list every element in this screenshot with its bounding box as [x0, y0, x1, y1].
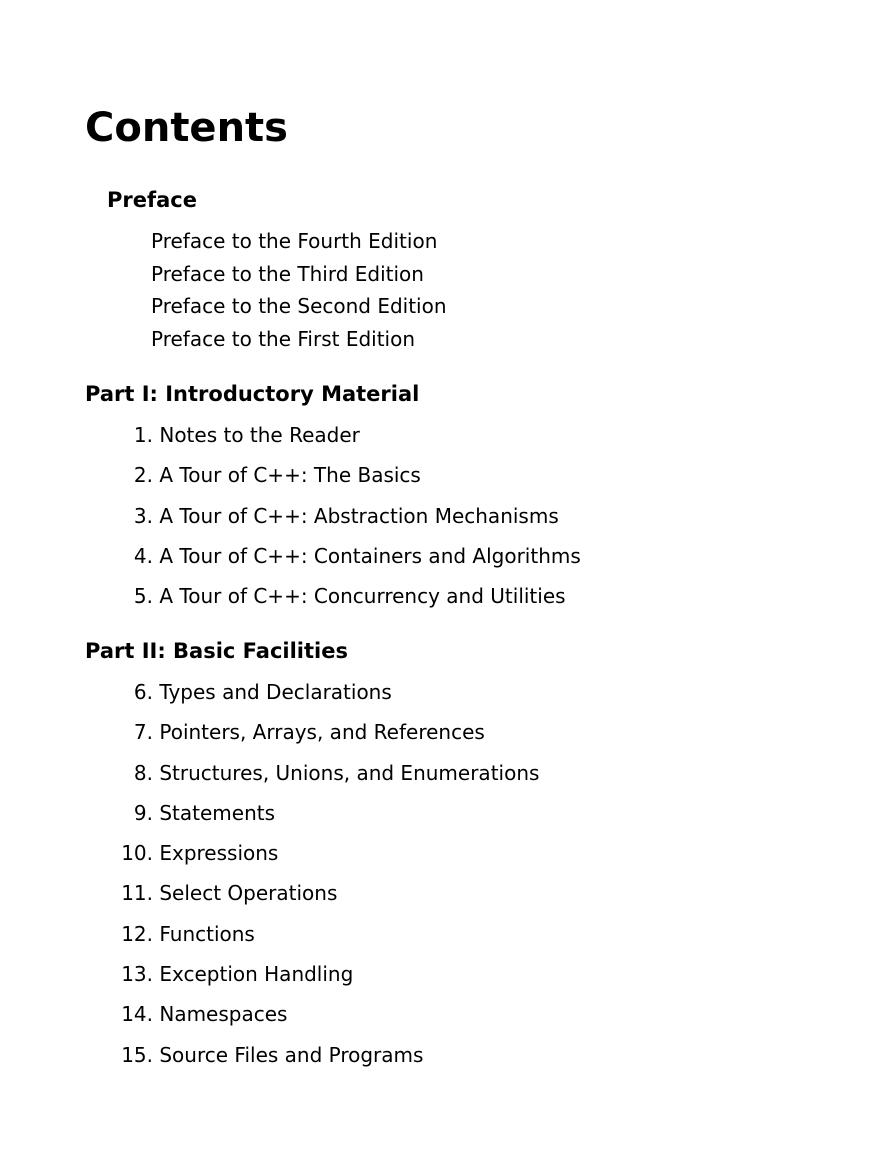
part-2-heading[interactable]: Part II: Basic Facilities: [85, 639, 348, 663]
chapter-number: 12.: [121, 921, 153, 946]
chapter-item-1[interactable]: [110, 419, 581, 459]
chapter-number: 3.: [133, 503, 153, 528]
chapter-title: Structures, Unions, and Enumerations: [159, 760, 540, 785]
chapter-item-11[interactable]: [110, 877, 539, 917]
chapter-title: Namespaces: [159, 1002, 288, 1027]
chapter-number: 14.: [121, 1002, 153, 1027]
chapter-item-12[interactable]: [110, 918, 539, 958]
preface-item-first-edition[interactable]: Preface to the First Edition: [151, 327, 416, 352]
chapter-item-3[interactable]: [110, 500, 581, 540]
preface-item-fourth-edition[interactable]: Preface to the Fourth Edition: [151, 229, 438, 253]
chapter-number: 7.: [133, 720, 153, 745]
chapter-title: Notes to the Reader: [159, 423, 360, 447]
chapter-title: Statements: [159, 800, 276, 825]
chapter-item-15[interactable]: [110, 1039, 539, 1079]
chapter-title: Pointers, Arrays, and References: [159, 720, 485, 745]
chapter-item-14[interactable]: [110, 998, 539, 1038]
chapter-title: A Tour of C++: The Basics: [159, 463, 421, 488]
chapter-item-4[interactable]: [110, 540, 581, 580]
chapter-item-6[interactable]: [110, 676, 539, 716]
chapter-item-2[interactable]: [110, 459, 581, 499]
chapter-title: Expressions: [159, 841, 279, 866]
chapter-title: A Tour of C++: Concurrency and Utilities: [159, 584, 566, 609]
chapter-number: 4.: [133, 543, 153, 568]
part-2-chapter-list: [110, 676, 539, 1079]
part-1-chapter-list: [110, 419, 581, 620]
chapter-number: 6.: [133, 680, 153, 704]
chapter-number: 10.: [121, 841, 153, 866]
chapter-number: 1.: [133, 423, 153, 447]
chapter-number: 2.: [133, 463, 153, 488]
chapter-item-13[interactable]: [110, 958, 539, 998]
chapter-item-8[interactable]: [110, 757, 539, 797]
chapter-title: Source Files and Programs: [159, 1042, 424, 1067]
chapter-number: 11.: [121, 881, 153, 906]
chapter-title: Exception Handling: [159, 962, 354, 987]
chapter-number: 9.: [133, 800, 153, 825]
chapter-title: Select Operations: [159, 881, 338, 906]
preface-heading[interactable]: Preface: [107, 188, 197, 212]
chapter-title: Types and Declarations: [159, 680, 392, 704]
chapter-number: 13.: [121, 962, 153, 987]
part-1-heading[interactable]: Part I: Introductory Material: [85, 382, 420, 406]
chapter-title: A Tour of C++: Containers and Algorithms: [159, 543, 581, 568]
chapter-item-5[interactable]: [110, 580, 581, 620]
chapter-number: 5.: [133, 584, 153, 609]
chapter-item-9[interactable]: [110, 797, 539, 837]
chapter-number: 8.: [133, 760, 153, 785]
preface-list: [151, 225, 447, 356]
chapter-item-7[interactable]: [110, 716, 539, 756]
chapter-title: Functions: [159, 921, 255, 946]
chapter-title: A Tour of C++: Abstraction Mechanisms: [159, 503, 559, 528]
page-title: Contents: [85, 105, 288, 151]
preface-item-second-edition[interactable]: Preface to the Second Edition: [151, 294, 447, 319]
preface-item-third-edition[interactable]: Preface to the Third Edition: [151, 261, 424, 286]
chapter-number: 15.: [121, 1042, 153, 1067]
chapter-item-10[interactable]: [110, 837, 539, 877]
